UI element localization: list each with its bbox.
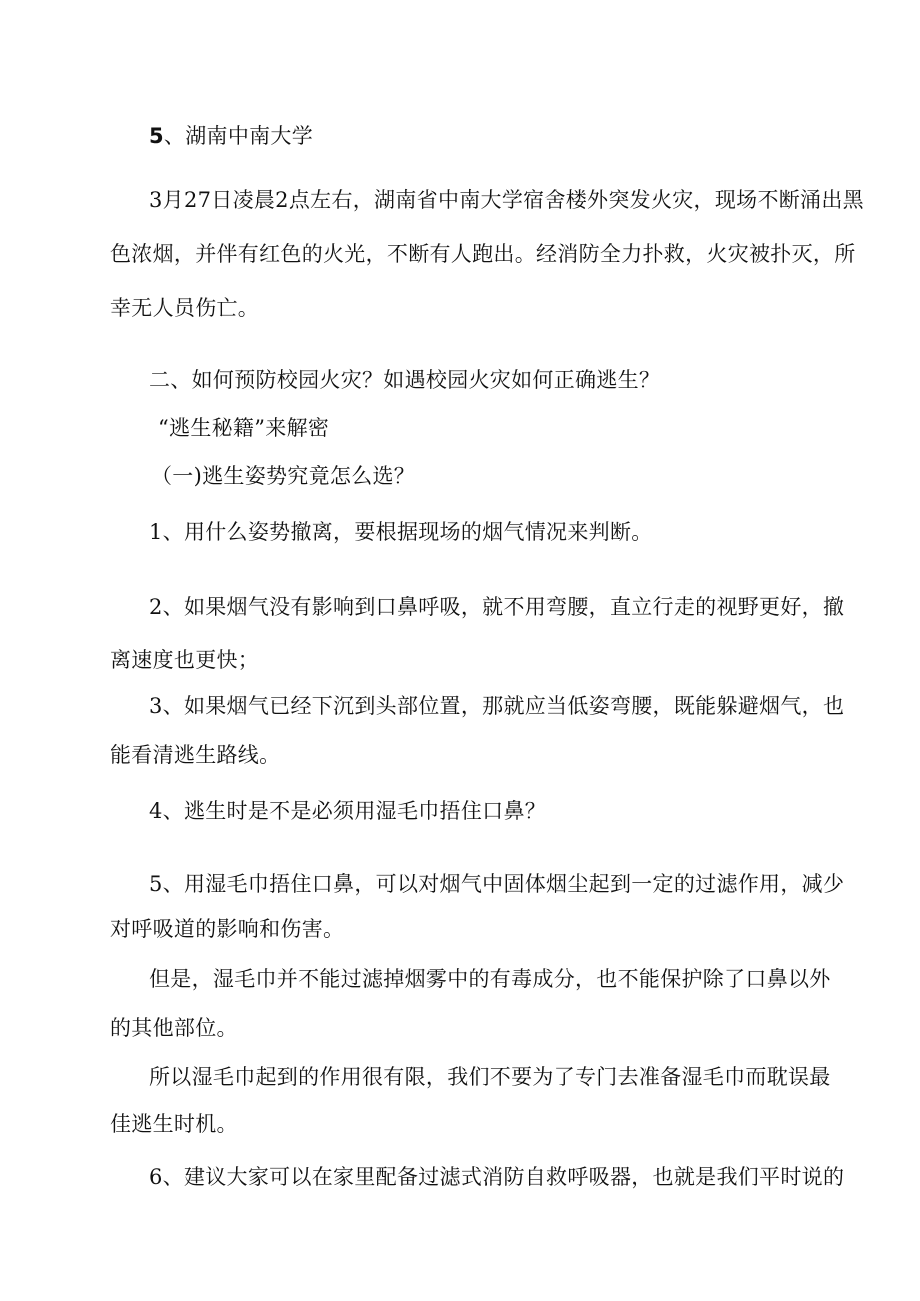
paragraph-fire-line-2: 色浓烟，并伴有红色的火光，不断有人跑出。经消防全力扑救，火灾被扑灭，所 — [110, 242, 856, 266]
paragraph-but-line-1: 但是，湿毛巾并不能过滤掉烟雾中的有毒成分，也不能保护除了口鼻以外 — [149, 967, 831, 991]
paragraph-but-line-2: 的其他部位。 — [110, 1016, 238, 1040]
paragraph-so-line-2: 佳逃生时机。 — [110, 1112, 238, 1136]
item-6: 6、建议大家可以在家里配备过滤式消防自救呼吸器，也就是我们平时说的 — [149, 1165, 845, 1189]
item-4: 4、逃生时是不是必须用湿毛巾捂住口鼻？ — [149, 799, 547, 823]
item-3-line-2: 能看清逃生路线。 — [110, 743, 281, 767]
item-3-line-1: 3、如果烟气已经下沉到头部位置，那就应当低姿弯腰，既能躲避烟气，也 — [149, 694, 845, 718]
item-1: 1、用什么姿势撤离，要根据现场的烟气情况来判断。 — [149, 520, 653, 544]
paragraph-fire-line-3: 幸无人员伤亡。 — [110, 296, 260, 320]
item-5-line-2: 对呼吸道的影响和伤害。 — [110, 917, 345, 941]
item-5-line-1: 5、用湿毛巾捂住口鼻，可以对烟气中固体烟尘起到一定的过滤作用，减少 — [149, 872, 845, 896]
item-2-line-1: 2、如果烟气没有影响到口鼻呼吸，就不用弯腰，直立行走的视野更好，撤 — [149, 595, 845, 619]
section-number: 5 — [149, 124, 164, 148]
subtitle-escape-tips: “逃生秘籍”来解密 — [158, 416, 330, 440]
section-title: 、湖南中南大学 — [163, 124, 314, 148]
paragraph-fire-line-1: 3月27日凌晨2点左右，湖南省中南大学宿舍楼外突发火灾，现场不断涌出黑 — [149, 188, 864, 212]
paragraph-so-line-1: 所以湿毛巾起到的作用很有限，我们不要为了专门去准备湿毛巾而耽误最 — [149, 1065, 831, 1089]
heading-prevention: 二、如何预防校园火灾？如遇校园火灾如何正确逃生？ — [149, 368, 661, 392]
item-2-line-2: 离速度也更快； — [110, 648, 260, 672]
section-heading-5 — [149, 122, 313, 150]
subheading-posture: （一)逃生姿势究竟怎么选？ — [151, 464, 416, 488]
